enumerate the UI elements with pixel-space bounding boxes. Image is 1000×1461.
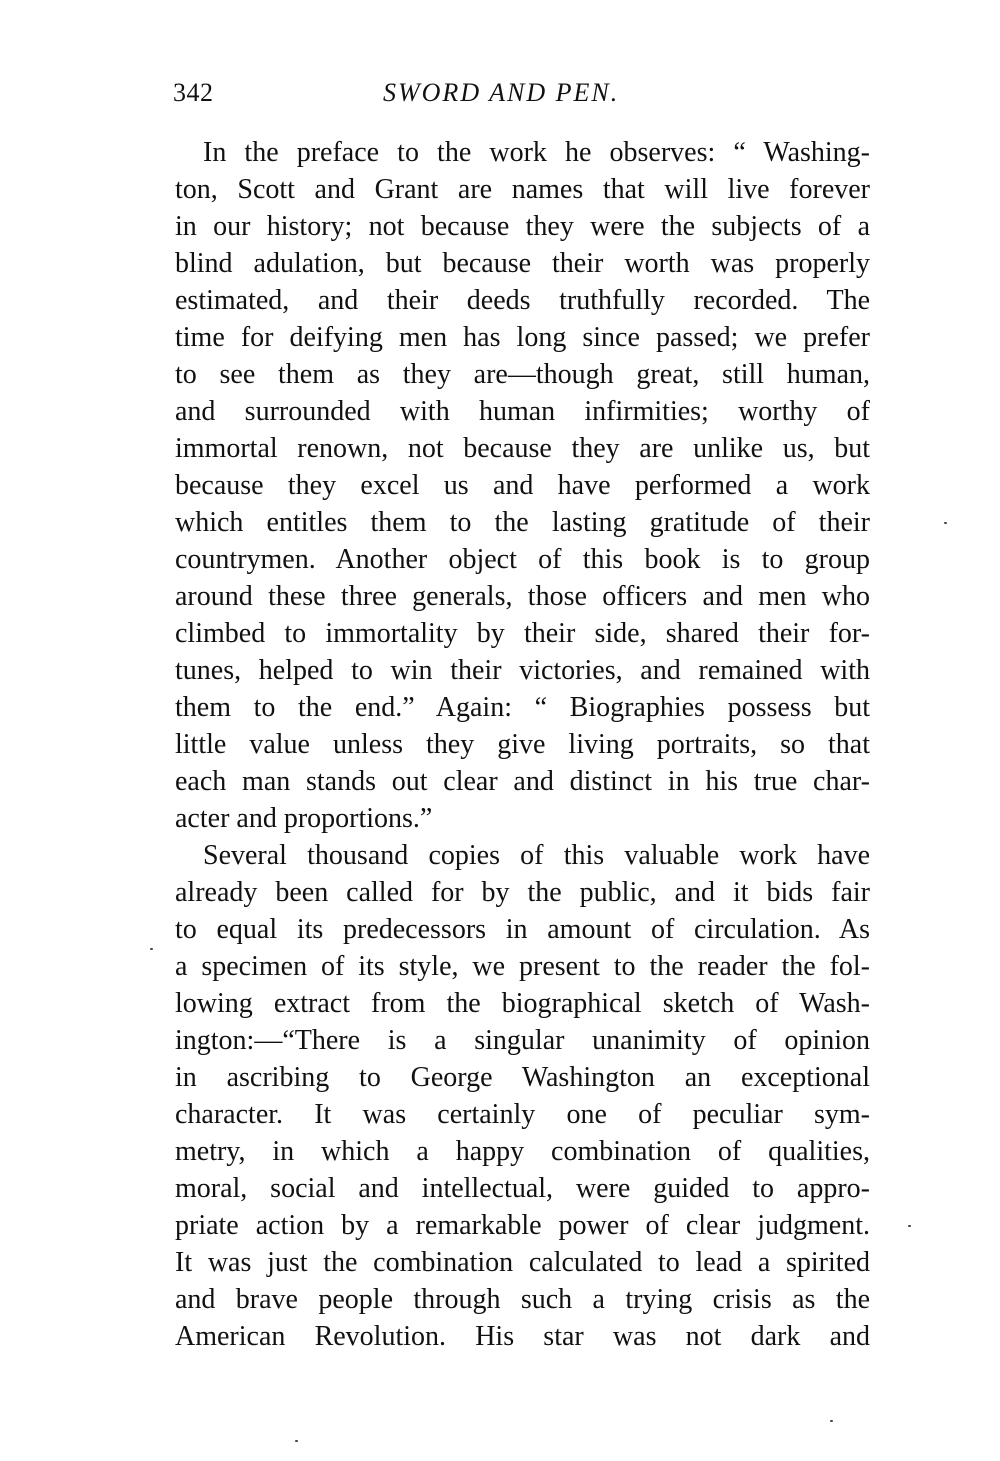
text-line: them to the end.” Again: “ Biographies possess but <box>175 692 870 723</box>
scan-speck <box>908 1225 911 1227</box>
running-title: SWORD AND PEN. <box>383 78 620 107</box>
text-line: climbed to immortality by their side, shared their for- <box>175 618 870 649</box>
text-line: Several thousand copies of this valuable work have <box>203 840 870 871</box>
text-line: which entitles them to the lasting gratitude of their <box>175 507 870 538</box>
scan-speck <box>295 1440 298 1442</box>
text-line: in our history; not because they were the subjects of a <box>175 211 870 242</box>
scan-speck <box>944 522 947 524</box>
text-line: It was just the combination calculated to lead a spirited <box>175 1247 870 1278</box>
running-head <box>173 76 870 110</box>
text-line: blind adulation, but because their worth was properly <box>175 248 870 279</box>
text-line: to equal its predecessors in amount of circulation. As <box>175 914 870 945</box>
text-line: already been called for by the public, and it bids fair <box>175 877 870 908</box>
text-line: American Revolution. His star was not dark and <box>175 1321 870 1352</box>
text-line: tunes, helped to win their victories, and remained with <box>175 655 870 686</box>
text-line: and brave people through such a trying crisis as the <box>175 1284 870 1315</box>
text-line: because they excel us and have performed a work <box>175 470 870 501</box>
text-line: little value unless they give living portraits, so that <box>175 729 870 760</box>
text-line: each man stands out clear and distinct in his true char- <box>175 766 870 797</box>
text-line: time for deifying men has long since passed; we prefer <box>175 322 870 353</box>
text-line: metry, in which a happy combination of qualities, <box>175 1136 870 1167</box>
text-line: moral, social and intellectual, were guided to appro- <box>175 1173 870 1204</box>
text-line: countrymen. Another object of this book is to group <box>175 544 870 575</box>
text-line: In the preface to the work he observes: “ Washing- <box>203 137 870 168</box>
page-number: 342 <box>173 78 214 107</box>
text-line: and surrounded with human infirmities; worthy of <box>175 396 870 427</box>
text-line: immortal renown, not because they are unlike us, but <box>175 433 870 464</box>
text-line: character. It was certainly one of peculiar sym- <box>175 1099 870 1130</box>
text-line: in ascribing to George Washington an exceptional <box>175 1062 870 1093</box>
body-text <box>175 134 870 1355</box>
text-line: acter and proportions.” <box>175 803 433 834</box>
text-line: around these three generals, those officers and men who <box>175 581 870 612</box>
text-line: ington:—“There is a singular unanimity of opinion <box>175 1025 870 1056</box>
text-line: a specimen of its style, we present to the reader the fol- <box>175 951 870 982</box>
text-line: ton, Scott and Grant are names that will live forever <box>175 174 870 205</box>
scan-speck <box>150 948 153 950</box>
text-line: priate action by a remarkable power of clear judgment. <box>175 1210 870 1241</box>
text-line: estimated, and their deeds truthfully recorded. The <box>175 285 870 316</box>
text-line: to see them as they are—though great, still human, <box>175 359 870 390</box>
text-line: lowing extract from the biographical sketch of Wash- <box>175 988 870 1019</box>
scan-speck <box>830 1420 833 1422</box>
